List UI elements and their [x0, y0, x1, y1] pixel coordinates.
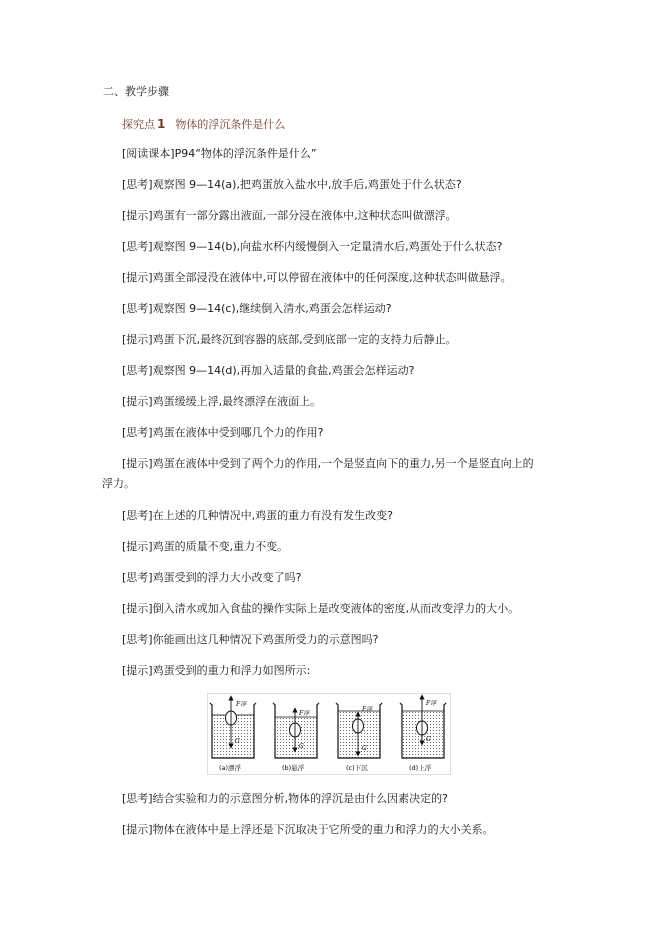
paragraph-hint-d: [提示]鸡蛋缓缓上浮,最终漂浮在液面上。: [122, 395, 322, 408]
paragraph-think-diagram: [思考]你能画出这几种情况下鸡蛋所受力的示意图吗?: [122, 633, 379, 646]
force-label-buoyancy-a: F浮: [236, 701, 247, 708]
force-label-buoyancy-b: F浮: [299, 710, 310, 717]
paragraph-think-forces: [思考]鸡蛋在液体中受到哪几个力的作用?: [122, 426, 324, 439]
beaker-rising: [400, 697, 446, 758]
beaker-suspended: [273, 703, 319, 758]
inquiry-point-number: 1: [157, 117, 166, 131]
force-label-gravity-a: G: [235, 738, 240, 745]
caption-rising: (d)上浮: [409, 764, 432, 772]
paragraph-think-d: [思考]观察图 9—14(d),再加入适量的食盐,鸡蛋会怎样运动?: [122, 364, 415, 377]
paragraph-think-b: [思考]观察图 9—14(b),向盐水杯内缓慢倒入一定量清水后,鸡蛋处于什么状态?: [122, 240, 503, 253]
force-label-gravity-b: G: [299, 743, 304, 750]
paragraph-hint-gravity: [提示]鸡蛋的质量不变,重力不变。: [122, 540, 289, 553]
paragraph-hint-factors: [提示]物体在液体中是上浮还是下沉取决于它所受的重力和浮力的大小关系。: [122, 823, 494, 836]
inquiry-point-label: 探究点: [122, 118, 155, 131]
paragraph-think-factors: [思考]结合实验和力的示意图分析,物体的浮沉是由什么因素决定的?: [122, 792, 448, 805]
force-label-gravity-d: G: [426, 736, 431, 743]
paragraph-hint-forces-cont: 浮力。: [102, 477, 135, 490]
beaker-sinking: [336, 703, 382, 758]
force-diagram-figure: [207, 693, 451, 775]
force-label-buoyancy-d: F浮: [426, 700, 437, 707]
inquiry-point-title: 物体的浮沉条件是什么: [175, 118, 286, 131]
caption-suspended: (b)悬浮: [282, 764, 305, 772]
caption-floating: (a)漂浮: [219, 764, 242, 772]
paragraph-hint-c: [提示]鸡蛋下沉,最终沉到容器的底部,受到底部一定的支持力后静止。: [122, 333, 457, 346]
paragraph-think-a: [思考]观察图 9—14(a),把鸡蛋放入盐水中,放手后,鸡蛋处于什么状态?: [122, 178, 462, 191]
paragraph-hint-buoyancy: [提示]倒入清水或加入食盐的操作实际上是改变液体的密度,从而改变浮力的大小。: [122, 602, 520, 615]
paragraph-hint-b: [提示]鸡蛋全部浸没在液体中,可以停留在液体中的任何深度,这种状态叫做悬浮。: [122, 271, 512, 284]
section-title: 二、教学步骤: [103, 85, 169, 98]
inquiry-point-heading: [122, 116, 285, 133]
paragraph-hint-diagram: [提示]鸡蛋受到的重力和浮力如图所示:: [122, 664, 311, 677]
paragraph-think-buoyancy: [思考]鸡蛋受到的浮力大小改变了吗?: [122, 571, 302, 584]
paragraph-hint-a: [提示]鸡蛋有一部分露出液面,一部分浸在液体中,这种状态叫做漂浮。: [122, 209, 457, 222]
beaker-floating: [210, 698, 256, 758]
force-label-gravity-c: G: [362, 745, 367, 752]
paragraph-hint-forces: [提示]鸡蛋在液体中受到了两个力的作用,一个是竖直向下的重力,另一个是竖直向上的: [122, 457, 534, 470]
paragraph-think-c: [思考]观察图 9—14(c),继续倒入清水,鸡蛋会怎样运动?: [122, 302, 392, 315]
caption-sinking: (c)下沉: [346, 764, 368, 772]
force-label-buoyancy-c: F浮: [362, 706, 373, 713]
paragraph-think-gravity: [思考]在上述的几种情况中,鸡蛋的重力有没有发生改变?: [122, 509, 393, 522]
paragraph-reading: [阅读课本]P94“物体的浮沉条件是什么”: [122, 147, 317, 160]
